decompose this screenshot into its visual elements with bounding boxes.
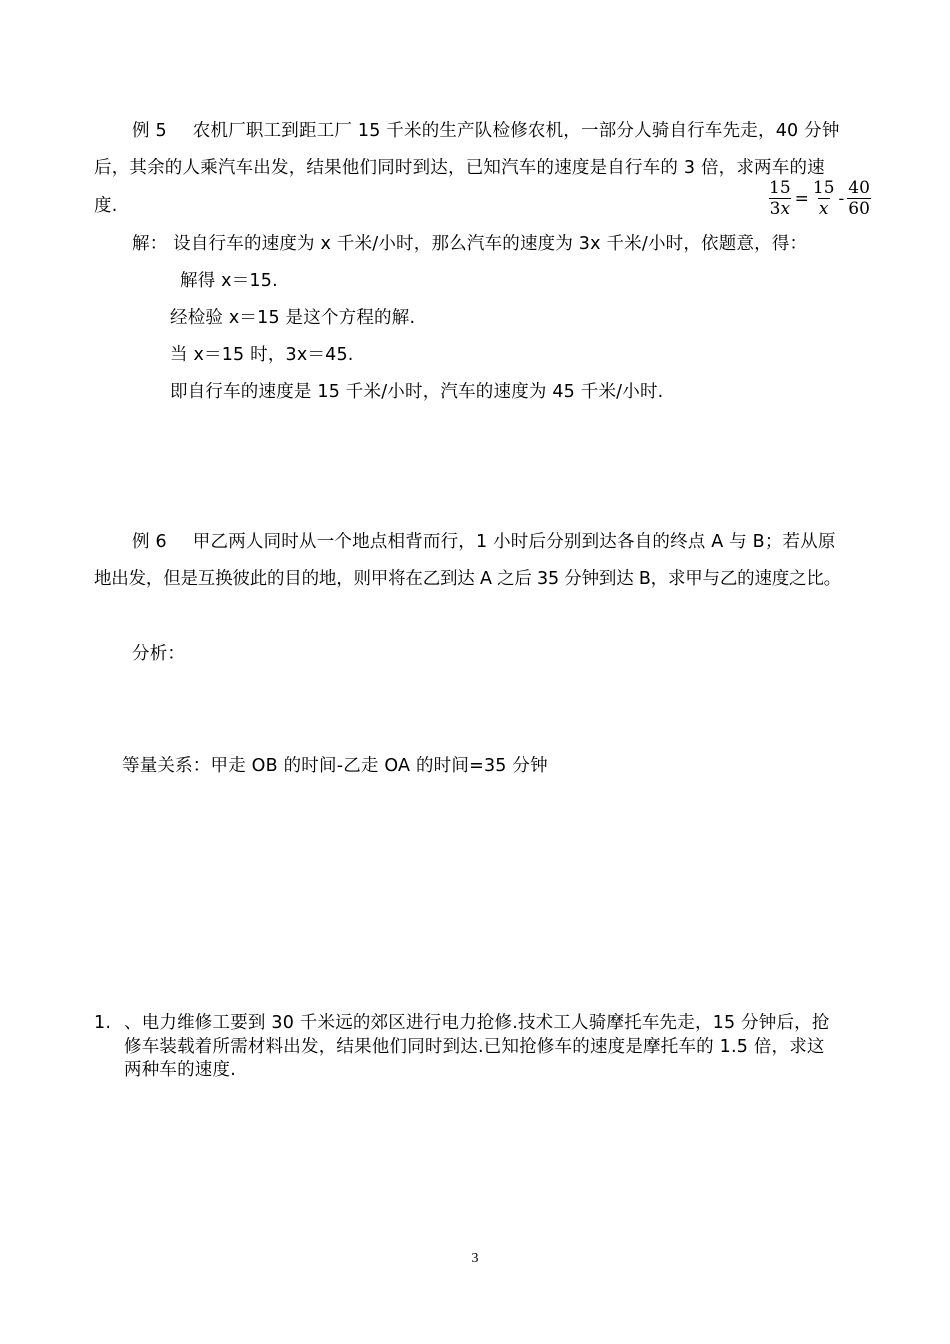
fraction-numerator: 15 — [812, 178, 835, 198]
fraction-denominator: 60 — [848, 199, 870, 219]
answer-line: 即自行车的速度是 15 千米/小时，汽车的速度为 45 千米/小时. — [170, 382, 664, 402]
minus-sign: - — [838, 188, 845, 209]
solve-line: 解得 x＝15. — [180, 271, 278, 291]
equivalence-relation: 等量关系：甲走 OB 的时间-乙走 OA 的时间=35 分钟 — [122, 756, 548, 776]
analysis-label: 分析： — [132, 644, 186, 664]
exercise1-line2: 修车装载着所需材料出发，结果他们同时到达.已知抢修车的速度是摩托车的 1.5 倍，求这 — [124, 1037, 825, 1057]
fraction-denominator: x — [818, 199, 829, 219]
example5-label: 例 5 — [132, 121, 167, 141]
solution-line: 解： 设自行车的速度为 x 千米/小时，那么汽车的速度为 3x 千米/小时，依题意，得： — [132, 234, 808, 254]
example5-line2: 后，其余的人乘汽车出发，结果他们同时到达，已知汽车的速度是自行车的 3 倍，求两车的速 — [94, 158, 825, 178]
fraction-numerator: 15 — [769, 178, 791, 198]
fraction-15-over-3x — [768, 178, 792, 219]
exercise1-line3: 两种车的速度. — [124, 1060, 236, 1080]
page-number: 3 — [471, 1251, 479, 1266]
example5-line3: 度. — [94, 196, 118, 216]
check-line: 经检验 x＝15 是这个方程的解. — [170, 308, 416, 328]
fraction-15-over-x — [812, 178, 836, 219]
fraction-40-over-60 — [847, 178, 871, 219]
example6-text-1: 甲乙两人同时从一个地点相背而行，1 小时后分别到达各自的终点 A 与 B；若从原 — [192, 532, 836, 552]
equation — [768, 178, 871, 219]
fraction-denominator: 3x — [769, 199, 791, 219]
when-line: 当 x＝15 时，3x＝45. — [170, 345, 354, 365]
exercise1-text-1: 、电力维修工要到 30 千米远的郊区进行电力抢修.技术工人骑摩托车先走，15 分钟后，抢 — [124, 1013, 830, 1033]
example6-line2: 地出发，但是互换彼此的目的地，则甲将在乙到达 A 之后 35 分钟到达 B，求甲与乙的速度之比。 — [94, 569, 841, 589]
example6-label: 例 6 — [132, 532, 167, 552]
exercise1-line1 — [94, 1012, 830, 1034]
fraction-numerator: 40 — [848, 178, 870, 198]
example6-line1 — [132, 531, 836, 553]
exercise-number: 1. — [94, 1013, 112, 1033]
equals-sign: = — [794, 188, 809, 209]
example5-line1 — [132, 120, 840, 142]
example5-text-1: 农机厂职工到距工厂 15 千米的生产队检修农机，一部分人骑自行车先走，40 分钟 — [192, 121, 840, 141]
